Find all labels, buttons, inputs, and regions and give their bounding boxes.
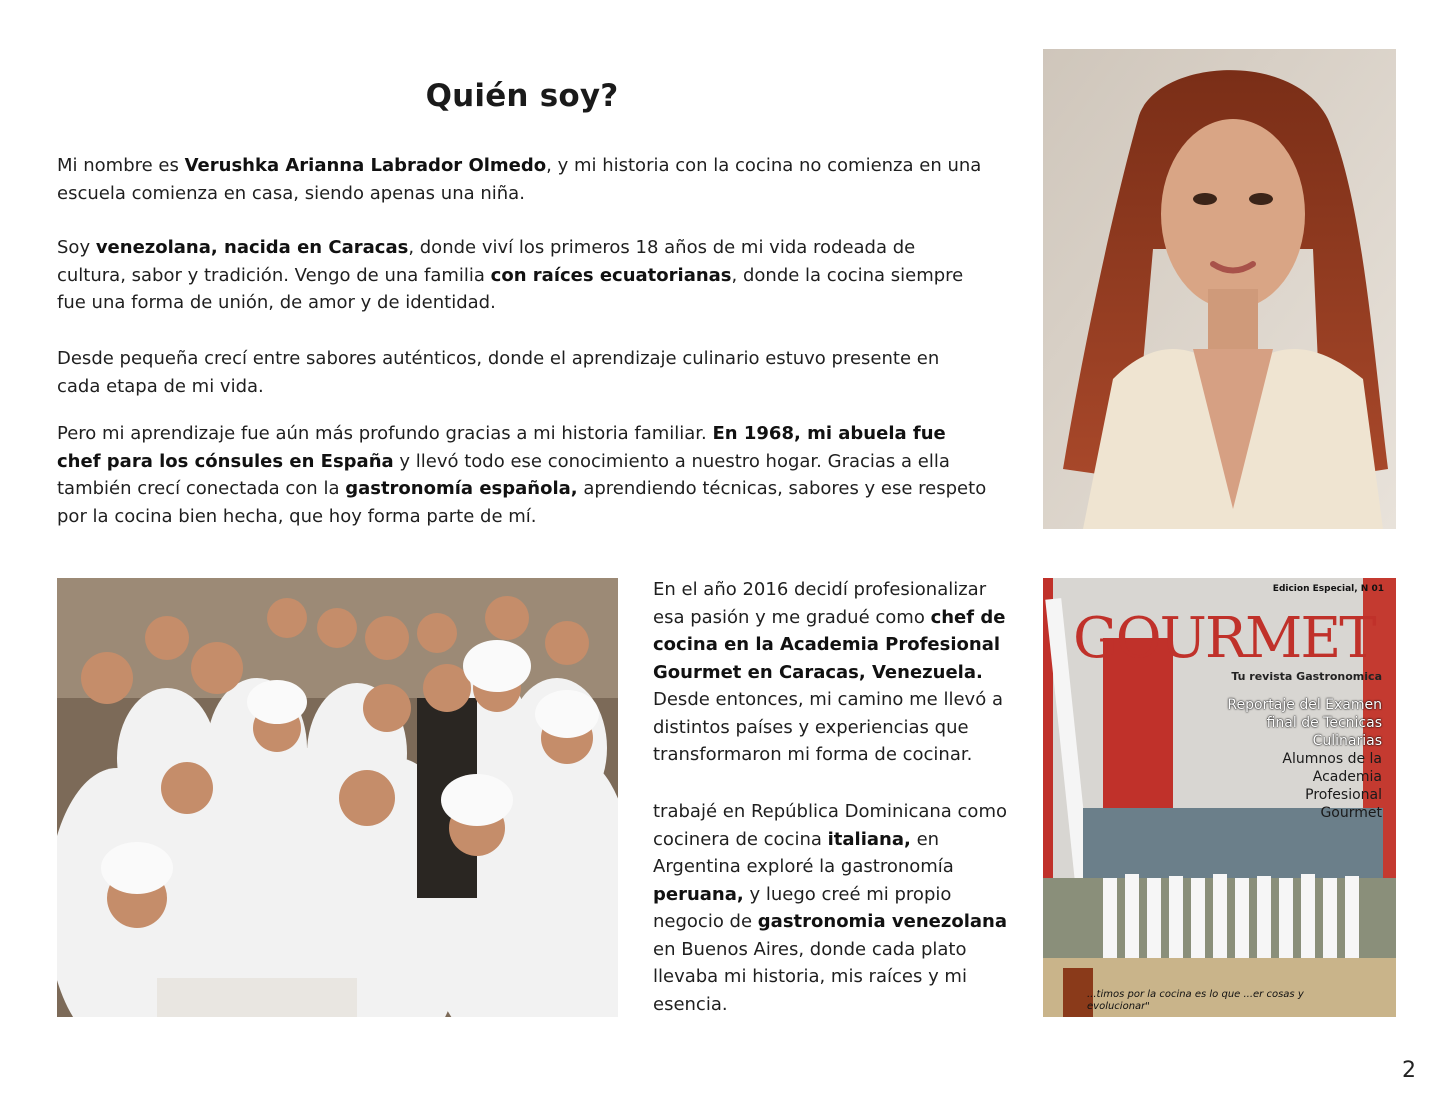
emphasis-text: Verushka Arianna Labrador Olmedo [184, 155, 547, 176]
body-text: en Argentina exploré la gastronomía [653, 828, 954, 877]
body-text: Soy [57, 237, 96, 258]
emphasis-text: chef de cocina en la Academia Profesional Gourmet en Caracas, Venezuela. [653, 606, 1006, 683]
magazine-quote: ...timos por la cocina es lo que ...er cosas y evolucionar" [1087, 989, 1304, 1012]
page-number: 2 [1402, 1058, 1416, 1083]
emphasis-text: venezolana, nacida en Caracas [95, 237, 409, 258]
headline-line: Reportaje del Examen [1227, 697, 1382, 713]
graduation-paragraph [653, 576, 1013, 769]
emphasis-text: En 1968, mi abuela fue chef para los cónsules en España [57, 423, 946, 472]
page-title: Quién soy? [425, 78, 619, 114]
magazine-title: GOURMET [1073, 606, 1375, 671]
body-text: Pero mi aprendizaje fue aún más profundo gracias a mi historia familiar. [57, 423, 713, 444]
headline-line: Gourmet [1320, 805, 1382, 821]
intro-paragraph [57, 152, 987, 207]
body-text: aprendiendo técnicas, sabores y ese respeto por la cocina bien hecha, que hoy forma parte de mí. [57, 478, 987, 527]
headline-line: Alumnos de la [1282, 751, 1382, 767]
career-paragraph [653, 798, 1013, 1018]
origin-paragraph [57, 234, 987, 317]
body-text: Desde entonces, mi camino me llevó a distintos países y experiencias que transformaron mi forma de cocinar. [653, 689, 1003, 765]
headline-line: final de Tecnicas [1266, 715, 1382, 731]
magazine-subtitle: Tu revista Gastronomica [1231, 670, 1382, 683]
emphasis-text: peruana, [653, 883, 744, 905]
body-text: Desde pequeña crecí entre sabores auténticos, donde el aprendizaje culinario estuvo presente en cada etapa de mi vida. [57, 348, 940, 397]
body-text: trabajé en República Dominicana como cocinera de cocina [653, 801, 1007, 850]
headline-line: Profesional [1305, 787, 1382, 803]
grandmother-paragraph [57, 420, 987, 530]
portrait-photo [1043, 49, 1396, 529]
emphasis-text: gastronomia venezolana [757, 911, 1007, 932]
gourmet-magazine-cover [1043, 578, 1396, 1017]
body-text: , donde viví los primeros 18 años de mi vida rodeada de cultura, sabor y tradición. Vengo de una familia [57, 237, 916, 286]
body-text: En el año 2016 decidí profesionalizar esa pasión y me gradué como [653, 579, 987, 628]
body-text: , donde la cocina siempre fue una forma de unión, de amor y de identidad. [57, 264, 964, 313]
childhood-paragraph [57, 345, 987, 400]
body-text: en Buenos Aires, donde cada plato llevaba mi historia, mis raíces y mi esencia. [653, 938, 967, 1015]
graduates-group-photo [57, 578, 618, 1017]
emphasis-text: con raíces ecuatorianas [490, 264, 732, 286]
body-text: y llevó todo ese conocimiento a nuestro hogar. Gracias a ella también crecí conectada con la [57, 450, 950, 499]
magazine-headline [1212, 696, 1382, 822]
emphasis-text: gastronomía española, [345, 478, 578, 499]
headline-line: Culinarias [1312, 733, 1382, 749]
body-text: Mi nombre es [57, 155, 185, 176]
headline-line: Academia [1312, 769, 1382, 785]
emphasis-text: italiana, [827, 828, 911, 850]
body-text: y luego creé mi propio negocio de [653, 883, 952, 932]
body-text: , y mi historia con la cocina no comienza en una escuela comienza en casa, siendo apenas una niña. [57, 155, 982, 204]
magazine-edition: Edicion Especial, N 01 [1272, 584, 1384, 594]
